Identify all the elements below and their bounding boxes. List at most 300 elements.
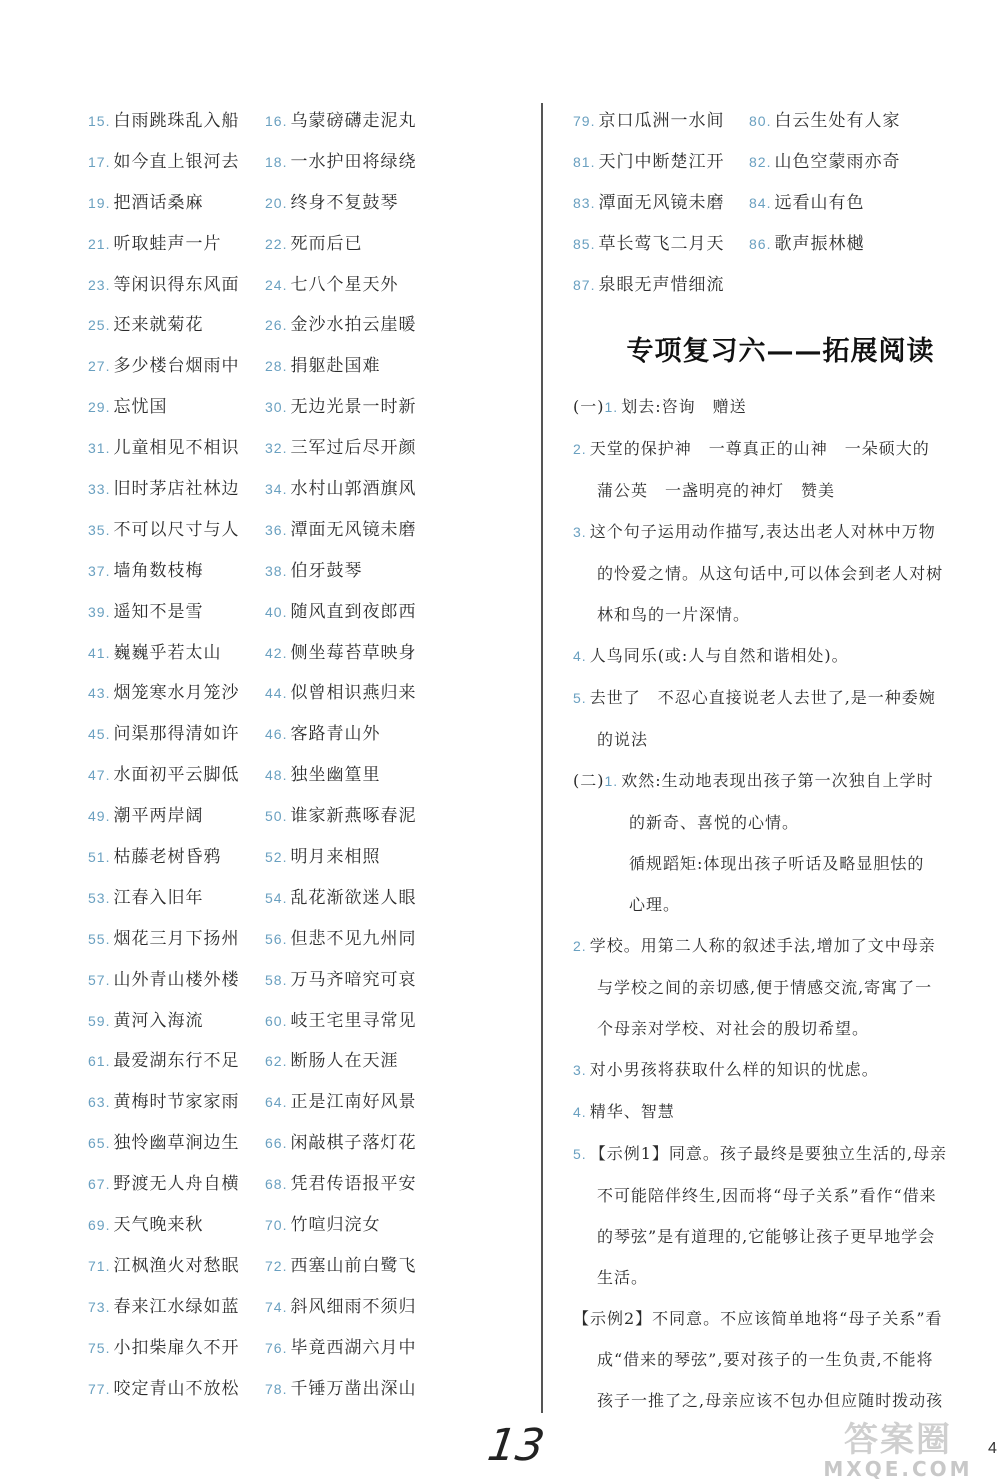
answer-text: 远看山有色	[774, 193, 865, 213]
answer-item	[265, 147, 416, 172]
answer-text: 问渠那得清如许	[113, 724, 240, 745]
answer-row	[88, 262, 428, 303]
answer-row	[88, 998, 428, 1039]
question-number: 5.	[573, 690, 587, 706]
answer-text: 千锤万凿出深山	[290, 1378, 417, 1399]
answer-item	[88, 1128, 265, 1153]
answer-text: 烟花三月下扬州	[113, 928, 240, 949]
reading-line	[573, 1091, 968, 1133]
answer-number: 65.	[88, 1135, 111, 1152]
answer-item	[573, 106, 749, 131]
answer-number: 57.	[88, 971, 111, 988]
answer-number: 86.	[749, 236, 772, 252]
answer-item	[749, 229, 864, 254]
answer-text: 斜风细雨不须归	[290, 1296, 417, 1317]
answer-row	[573, 98, 968, 139]
answer-text: 成“借来的琴弦”,要对孩子的一生负责,不能将	[597, 1350, 934, 1369]
answer-text: 划去:咨询 赠送	[621, 397, 747, 416]
answer-item	[88, 188, 265, 213]
answer-number: 60.	[265, 1012, 288, 1029]
reading-answers	[573, 386, 968, 1421]
answer-text: 明月来相照	[290, 846, 381, 867]
answer-text: 独坐幽篁里	[290, 765, 381, 786]
answer-text: 与学校之间的亲切感,便于情感交流,寄寓了一	[597, 978, 933, 997]
answer-item	[265, 678, 416, 703]
answer-number: 48.	[265, 767, 288, 784]
answer-text: 三军过后尽开颜	[290, 438, 417, 459]
answer-number: 15.	[88, 112, 111, 129]
answer-text: 生活。	[597, 1268, 649, 1287]
answer-number: 87.	[573, 277, 596, 293]
answer-item	[265, 351, 380, 376]
answer-text: 白雨跳珠乱入船	[113, 110, 240, 131]
reading-line	[573, 760, 968, 802]
answer-number: 82.	[749, 154, 772, 170]
answer-item	[88, 106, 265, 131]
answer-text: 旧时茅店社林边	[113, 478, 240, 499]
answer-row	[88, 875, 428, 916]
answer-item	[88, 351, 265, 376]
answer-number: 75.	[88, 1339, 111, 1356]
answer-item	[88, 965, 265, 990]
answer-number: 73.	[88, 1298, 111, 1315]
answer-row	[88, 1161, 428, 1202]
answer-text: 最爱湖东行不足	[113, 1051, 240, 1072]
answer-row	[88, 302, 428, 343]
answer-number: 28.	[265, 358, 288, 375]
reading-line	[573, 386, 968, 428]
answer-number: 44.	[265, 685, 288, 702]
answer-item	[265, 883, 416, 908]
answer-text: 闲敲棋子落灯花	[290, 1133, 417, 1154]
answer-number: 32.	[265, 440, 288, 457]
answer-text: 的新奇、喜悦的心情。	[629, 813, 800, 832]
answer-text: 多少楼台烟雨中	[113, 356, 240, 377]
answer-row	[88, 670, 428, 711]
answer-item	[265, 515, 416, 540]
answer-number: 83.	[573, 195, 596, 211]
answer-row	[88, 1366, 428, 1407]
answer-row	[88, 1325, 428, 1366]
answer-number: 67.	[88, 1176, 111, 1193]
watermark-logo	[808, 1412, 988, 1480]
answer-text: 蒲公英 一盏明亮的神灯 赞美	[597, 481, 836, 500]
answer-text: 潮平两岸阔	[113, 806, 204, 827]
answer-item	[88, 1251, 265, 1276]
answer-number: 47.	[88, 767, 111, 784]
answer-number: 42.	[265, 644, 288, 661]
answer-number: 84.	[749, 195, 772, 211]
answer-text: 毕竟西湖六月中	[290, 1337, 417, 1358]
answer-row	[88, 1079, 428, 1120]
question-number: 3.	[573, 1062, 587, 1078]
answer-text: 天气晚来秋	[113, 1214, 204, 1235]
answer-text: 野渡无人舟自横	[113, 1174, 240, 1195]
reading-line	[573, 967, 968, 1008]
answer-row	[88, 384, 428, 425]
answer-item	[265, 270, 398, 295]
question-number: 4.	[573, 648, 587, 664]
answer-item	[265, 1087, 416, 1112]
answer-row	[88, 793, 428, 834]
answer-item	[265, 924, 416, 949]
reading-line	[573, 1339, 968, 1380]
answer-item	[88, 229, 265, 254]
right-column	[573, 98, 968, 1421]
question-number: 4.	[573, 1104, 587, 1120]
reading-line	[573, 677, 968, 719]
answer-number: 40.	[265, 603, 288, 620]
answer-text: 凭君传语报平安	[290, 1174, 417, 1195]
reading-line	[573, 1049, 968, 1091]
answer-item	[88, 1169, 265, 1194]
answer-text: 伯牙鼓琴	[290, 560, 363, 581]
answer-number: 43.	[88, 685, 111, 702]
answer-item	[749, 106, 900, 131]
answer-text: 儿童相见不相识	[113, 438, 240, 459]
answer-number: 55.	[88, 930, 111, 947]
answer-item	[88, 1333, 265, 1358]
answer-item	[88, 1046, 265, 1071]
answer-number: 52.	[265, 848, 288, 865]
answer-text: 侧坐莓苔草映身	[290, 642, 417, 663]
answer-number: 72.	[265, 1257, 288, 1274]
answer-item	[88, 433, 265, 458]
answer-number: 29.	[88, 399, 111, 416]
reading-line	[573, 843, 968, 884]
answer-row	[88, 630, 428, 671]
answer-text: 天堂的保护神 一尊真正的山神 一朵硕大的	[589, 439, 930, 458]
section-title: 专项复习六——拓展阅读	[626, 336, 935, 367]
answer-row	[88, 711, 428, 752]
answer-text: 遥知不是雪	[113, 601, 204, 622]
answer-number: 78.	[265, 1380, 288, 1397]
handwritten-page-number: 13	[484, 1420, 548, 1471]
answer-item	[265, 1374, 416, 1399]
answer-number: 62.	[265, 1053, 288, 1070]
answer-item	[265, 1210, 380, 1235]
answer-text: 去世了 不忍心直接说老人去世了,是一种委婉	[589, 688, 936, 707]
answer-text: 潭面无风镜未磨	[290, 519, 417, 540]
answer-number: 36.	[265, 521, 288, 538]
answer-item	[265, 1333, 416, 1358]
answer-text: 的说法	[597, 730, 649, 749]
answer-text: 不可能陪伴终生,因而将“母子关系”看作“借来	[597, 1186, 937, 1205]
part-label: (一)	[573, 397, 605, 416]
answer-row	[88, 834, 428, 875]
answer-text: 断肠人在天涯	[290, 1051, 399, 1072]
answer-text: 的琴弦”是有道理的,它能够让孩子更早地学会	[597, 1227, 936, 1246]
answer-text: 岐王宅里寻常见	[290, 1010, 417, 1031]
answer-number: 56.	[265, 930, 288, 947]
answer-item	[88, 842, 265, 867]
answer-row	[88, 1038, 428, 1079]
answer-text: 正是江南好风景	[290, 1092, 417, 1113]
answer-text: 孩子一推了之,母亲应该不包办但应随时拨动孩	[597, 1391, 944, 1410]
answer-number: 46.	[265, 726, 288, 743]
answer-text: 水面初平云脚低	[113, 765, 240, 786]
answer-text: 万马齐喑究可哀	[290, 969, 417, 990]
answer-row	[88, 221, 428, 262]
question-number: 2.	[573, 938, 587, 954]
answer-item	[265, 556, 362, 581]
answer-number: 17.	[88, 153, 111, 170]
answer-number: 66.	[265, 1135, 288, 1152]
answer-number: 26.	[265, 317, 288, 334]
answer-row	[88, 752, 428, 793]
answer-text: 这个句子运用动作描写,表达出老人对林中万物	[589, 522, 936, 541]
answer-text: 捐躯赴国难	[290, 356, 381, 377]
answer-item	[749, 188, 864, 213]
answer-item	[265, 392, 416, 417]
answer-item	[88, 474, 265, 499]
question-number: 2.	[573, 441, 587, 457]
answer-number: 25.	[88, 317, 111, 334]
answer-text: 循规蹈矩:体现出孩子听话及略显胆怯的	[629, 854, 925, 873]
answer-text: 竹喧归浣女	[290, 1214, 381, 1235]
answer-item	[88, 678, 265, 703]
page-edge-digit: 4	[988, 1440, 997, 1457]
answer-number: 24.	[265, 276, 288, 293]
answer-number: 23.	[88, 276, 111, 293]
answer-number: 76.	[265, 1339, 288, 1356]
answer-text: 终身不复鼓琴	[290, 192, 399, 213]
answer-item	[88, 147, 265, 172]
answer-row	[573, 262, 968, 303]
reading-line	[573, 511, 968, 553]
answer-text: 墙角数枝梅	[113, 560, 204, 581]
answer-text: 林和鸟的一片深情。	[597, 605, 751, 624]
answer-number: 81.	[573, 154, 596, 170]
answer-number: 64.	[265, 1094, 288, 1111]
reading-line	[573, 1298, 968, 1339]
answer-text: 谁家新燕啄春泥	[290, 806, 417, 827]
answer-text: 一水护田将绿绕	[290, 151, 417, 172]
answer-text: 歌声振林樾	[774, 234, 865, 254]
answer-row	[88, 98, 428, 139]
answer-number: 63.	[88, 1094, 111, 1111]
answer-item	[265, 474, 416, 499]
question-number: 1.	[604, 773, 619, 789]
answer-item	[88, 1087, 265, 1112]
answer-item	[265, 1128, 416, 1153]
answer-text: 心理。	[629, 895, 681, 914]
answer-item	[265, 1006, 416, 1031]
answer-number: 70.	[265, 1216, 288, 1233]
answer-text: 【示例2】不同意。不应该简单地将“母子关系”看	[573, 1309, 943, 1328]
answer-number: 68.	[265, 1176, 288, 1193]
answer-row	[573, 221, 968, 262]
answer-item	[88, 270, 265, 295]
answer-row	[88, 139, 428, 180]
answer-text: 小扣柴扉久不开	[113, 1337, 240, 1358]
answer-item	[265, 106, 416, 131]
answer-text: 黄河入海流	[113, 1010, 204, 1031]
answer-text: 死而后已	[290, 233, 363, 254]
question-number: 3.	[573, 524, 587, 540]
answer-number: 37.	[88, 562, 111, 579]
answer-number: 34.	[265, 480, 288, 497]
question-number: 5.	[573, 1146, 587, 1162]
answer-text: 听取蛙声一片	[113, 233, 222, 254]
answer-number: 39.	[88, 603, 111, 620]
answer-number: 85.	[573, 236, 596, 252]
answer-item	[265, 310, 416, 335]
poem-answers-left	[88, 98, 428, 1407]
answer-text: 把酒话桑麻	[113, 192, 204, 213]
answer-number: 16.	[265, 112, 288, 129]
answer-number: 38.	[265, 562, 288, 579]
reading-line	[573, 719, 968, 760]
answer-text: 客路青山外	[290, 724, 381, 745]
answer-text: 的怜爱之情。从这句话中,可以体会到老人对树	[597, 564, 944, 583]
watermark-url: MXQE.COM	[823, 1457, 973, 1481]
answer-text: 等闲识得东风面	[113, 274, 240, 295]
reading-line	[573, 1133, 968, 1175]
reading-line	[573, 428, 968, 470]
answer-text: 黄梅时节家家雨	[113, 1092, 240, 1113]
answer-item	[265, 719, 380, 744]
answer-number: 77.	[88, 1380, 111, 1397]
answer-row	[88, 548, 428, 589]
answer-text: 对小男孩将获取什么样的知识的忧虑。	[589, 1060, 879, 1079]
answer-text: 还来就菊花	[113, 315, 204, 336]
answer-number: 58.	[265, 971, 288, 988]
answer-text: 山外青山楼外楼	[113, 969, 240, 990]
answer-text: 七八个星天外	[290, 274, 399, 295]
answer-item	[265, 1251, 416, 1276]
part-label: (二)	[573, 771, 605, 790]
reading-line	[573, 635, 968, 677]
answer-item	[88, 1292, 265, 1317]
answer-text: 个母亲对学校、对社会的殷切希望。	[597, 1019, 870, 1038]
answer-item	[88, 597, 265, 622]
reading-line	[573, 1216, 968, 1257]
answer-text: 无边光景一时新	[290, 397, 417, 418]
answer-text: 精华、智慧	[589, 1102, 675, 1121]
answer-row	[88, 1243, 428, 1284]
answer-number: 51.	[88, 848, 111, 865]
reading-line	[573, 553, 968, 594]
answer-text: 独怜幽草涧边生	[113, 1133, 240, 1154]
reading-line	[573, 470, 968, 511]
reading-line	[573, 884, 968, 925]
watermark-text: 答案圈	[844, 1420, 952, 1460]
answer-text: 巍巍乎若太山	[113, 642, 222, 663]
answer-item	[265, 965, 416, 990]
answer-item	[88, 638, 265, 663]
answer-text: 江春入旧年	[113, 887, 204, 908]
answer-text: 乱花渐欲迷人眼	[290, 887, 417, 908]
answer-number: 59.	[88, 1012, 111, 1029]
answer-text: 草长莺飞二月天	[598, 234, 725, 254]
answer-item	[88, 1210, 265, 1235]
answer-number: 50.	[265, 808, 288, 825]
answer-item	[573, 229, 749, 254]
answer-item	[265, 760, 380, 785]
answer-item	[265, 1292, 416, 1317]
answer-text: 山色空蒙雨亦奇	[774, 152, 901, 172]
reading-line	[573, 1175, 968, 1216]
answer-row	[88, 180, 428, 221]
answer-item	[88, 1006, 265, 1031]
answer-item	[749, 147, 900, 172]
answer-number: 74.	[265, 1298, 288, 1315]
answer-number: 45.	[88, 726, 111, 743]
answer-item	[265, 188, 398, 213]
answer-item	[265, 638, 416, 663]
answer-row	[88, 1284, 428, 1325]
answer-text: 金沙水拍云崖暖	[290, 315, 417, 336]
answer-item	[88, 760, 265, 785]
answer-number: 20.	[265, 194, 288, 211]
answer-text: 咬定青山不放松	[113, 1378, 240, 1399]
answer-number: 35.	[88, 521, 111, 538]
answer-row	[573, 180, 968, 221]
answer-number: 79.	[573, 113, 596, 129]
answer-text: 【示例1】同意。孩子最终是要独立生活的,母亲	[589, 1144, 947, 1163]
answer-text: 如今直上银河去	[113, 151, 240, 172]
answer-text: 欢然:生动地表现出孩子第一次独自上学时	[621, 771, 934, 790]
answer-item	[88, 556, 265, 581]
column-divider	[541, 103, 543, 1413]
answer-text: 天门中断楚江开	[598, 152, 725, 172]
answer-item	[573, 188, 749, 213]
answer-item	[88, 1374, 265, 1399]
answer-item	[88, 883, 265, 908]
answer-text: 但悲不见九州同	[290, 928, 417, 949]
answer-text: 京口瓜洲一水间	[598, 111, 725, 131]
poem-answers-right	[573, 98, 968, 303]
answer-item	[88, 515, 265, 540]
answer-item	[265, 433, 416, 458]
answer-number: 31.	[88, 440, 111, 457]
answer-number: 19.	[88, 194, 111, 211]
answer-row	[88, 507, 428, 548]
answer-text: 人鸟同乐(或:人与自然和谐相处)。	[589, 646, 849, 665]
answer-number: 69.	[88, 1216, 111, 1233]
answer-text: 泉眼无声惜细流	[598, 275, 725, 295]
answer-number: 54.	[265, 889, 288, 906]
answer-number: 41.	[88, 644, 111, 661]
answer-number: 33.	[88, 480, 111, 497]
answer-number: 49.	[88, 808, 111, 825]
answer-number: 27.	[88, 358, 111, 375]
answer-text: 似曾相识燕归来	[290, 683, 417, 704]
answer-text: 烟笼寒水月笼沙	[113, 683, 240, 704]
reading-line	[573, 802, 968, 843]
answer-row	[88, 589, 428, 630]
answer-item	[573, 147, 749, 172]
answer-row	[88, 916, 428, 957]
answer-text: 忘忧国	[113, 397, 168, 418]
answer-number: 71.	[88, 1257, 111, 1274]
answer-row	[88, 343, 428, 384]
answer-text: 枯藤老树昏鸦	[113, 846, 222, 867]
answer-number: 80.	[749, 113, 772, 129]
answer-row	[88, 466, 428, 507]
reading-line	[573, 925, 968, 967]
answer-text: 水村山郭酒旗风	[290, 478, 417, 499]
answer-item	[88, 392, 265, 417]
answer-row	[573, 139, 968, 180]
answer-row	[88, 957, 428, 998]
answer-item	[88, 801, 265, 826]
answer-row	[88, 1120, 428, 1161]
answer-text: 潭面无风镜未磨	[598, 193, 725, 213]
answer-number: 22.	[265, 235, 288, 252]
answer-text: 不可以尺寸与人	[113, 519, 240, 540]
